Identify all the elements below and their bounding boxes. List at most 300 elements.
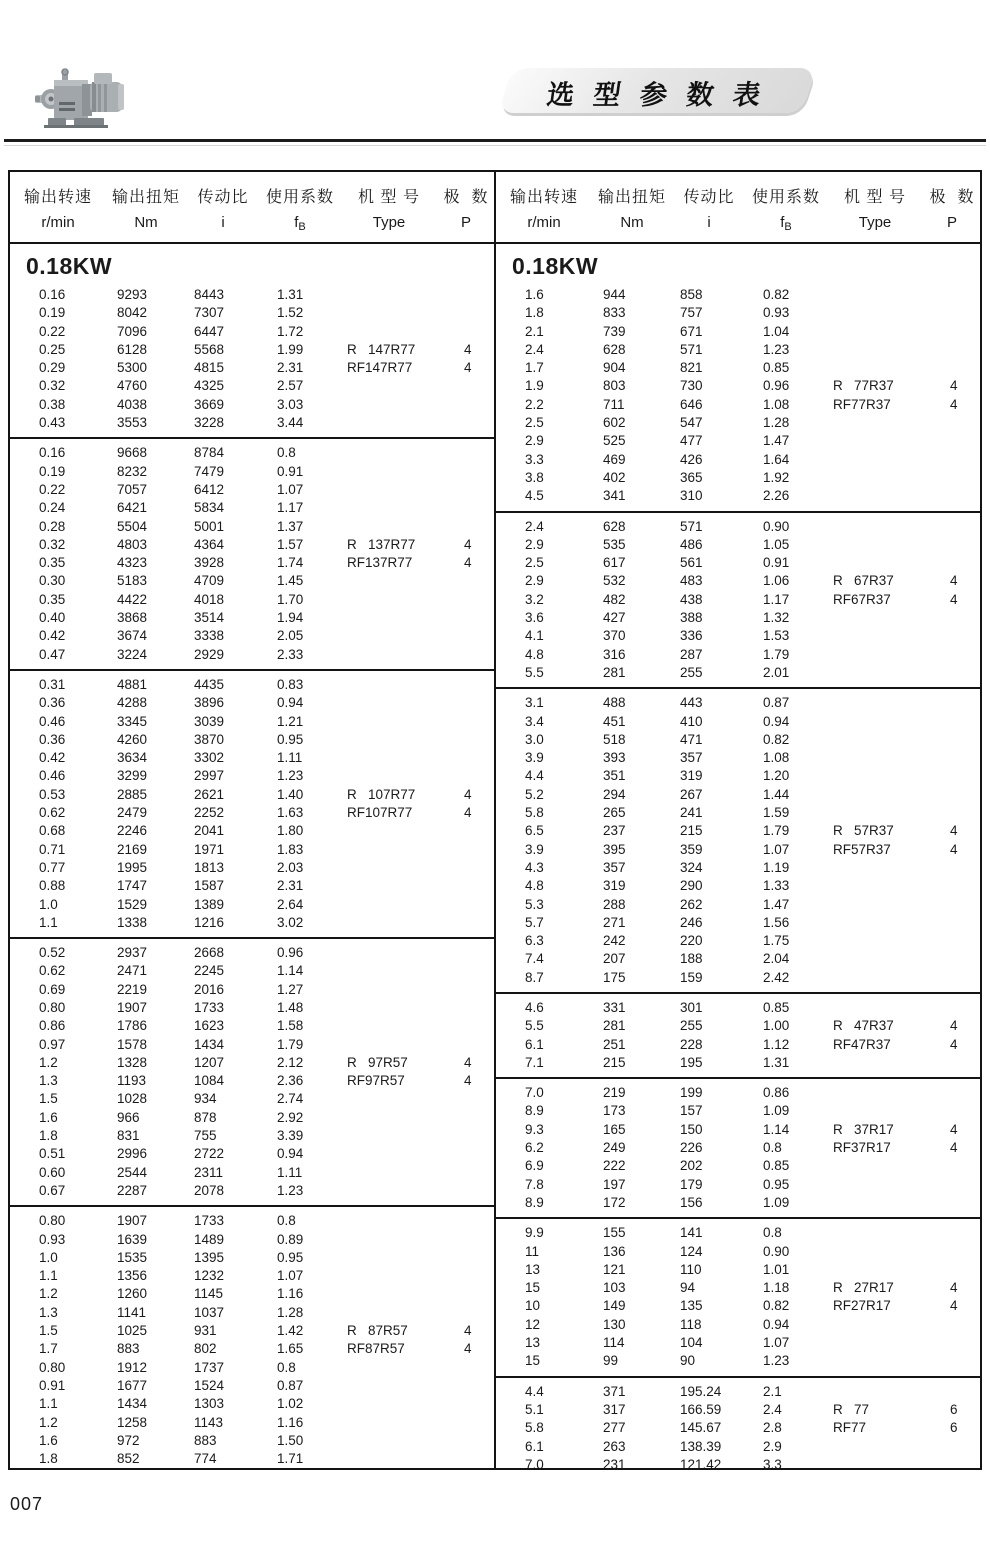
- cell-torque: 3674: [117, 628, 148, 644]
- table-row: [496, 377, 980, 395]
- cell-ratio: 774: [194, 1451, 217, 1467]
- cell-type: [340, 1145, 438, 1163]
- cell-type: RF37R17: [833, 1140, 891, 1156]
- col-header-factor-unit: $f_B$: [780, 214, 792, 233]
- table-row: [496, 749, 980, 767]
- cell-type: [826, 786, 924, 804]
- cell-type: [340, 1414, 438, 1432]
- cell-speed: 1.8: [525, 305, 544, 321]
- cell-poles: [438, 377, 494, 395]
- cell-ratio: 90: [680, 1353, 696, 1369]
- cell-ratio: 883: [194, 1432, 217, 1448]
- cell-torque: 966: [117, 1109, 140, 1125]
- col-header-type-cn: 机 型 号: [844, 189, 906, 206]
- cell-torque: 331: [603, 999, 626, 1015]
- cell-torque: 617: [603, 555, 626, 571]
- table-row: [10, 981, 494, 999]
- cell-type: [826, 359, 924, 377]
- cell-speed: 1.2: [39, 1286, 58, 1302]
- cell-type: [340, 1127, 438, 1145]
- cell-ratio: 3039: [194, 713, 225, 729]
- cell-speed: 2.5: [525, 415, 544, 431]
- cell-type: [340, 1017, 438, 1035]
- cell-fb: 0.8: [763, 1225, 782, 1241]
- cell-fb: 2.01: [763, 664, 790, 680]
- cell-type: [826, 1243, 924, 1261]
- cell-speed: 2.2: [525, 396, 544, 412]
- cell-speed: 0.31: [39, 676, 66, 692]
- cell-ratio: 1971: [194, 841, 225, 857]
- cell-type: RF87R57: [347, 1341, 405, 1357]
- cell-poles: [924, 859, 980, 877]
- cell-type: [340, 609, 438, 627]
- cell-poles: [438, 713, 494, 731]
- cell-torque: 1141: [117, 1304, 147, 1320]
- cell-ratio: 6412: [194, 481, 225, 497]
- cell-poles: [924, 1261, 980, 1279]
- table-row: [496, 767, 980, 785]
- cell-poles: [438, 731, 494, 749]
- cell-torque: 197: [603, 1176, 626, 1192]
- cell-poles: [438, 859, 494, 877]
- cell-torque: 7057: [117, 481, 148, 497]
- cell-type: [826, 731, 924, 749]
- cell-fb: 0.82: [763, 731, 790, 747]
- title-ribbon: [505, 68, 809, 113]
- cell-poles: [438, 1304, 494, 1322]
- cell-ratio: 2997: [194, 768, 225, 784]
- cell-poles: [438, 323, 494, 341]
- cell-fb: 1.48: [277, 999, 304, 1015]
- cell-speed: 0.32: [39, 536, 66, 552]
- cell-torque: 281: [603, 1018, 626, 1034]
- cell-type: [826, 859, 924, 877]
- cell-ratio: 121.42: [680, 1456, 722, 1468]
- cell-ratio: 1395: [194, 1249, 225, 1265]
- cell-type: [826, 969, 924, 987]
- cell-speed: 0.43: [39, 415, 66, 431]
- cell-speed: 1.9: [525, 378, 544, 394]
- cell-poles: [924, 1243, 980, 1261]
- cell-poles: [924, 341, 980, 359]
- cell-speed: 1.7: [39, 1341, 58, 1357]
- cell-torque: 4803: [117, 536, 148, 552]
- cell-speed: 0.62: [39, 805, 66, 821]
- cell-fb: 0.91: [763, 555, 790, 571]
- cell-speed: 0.86: [39, 1018, 66, 1034]
- cell-fb: 1.09: [763, 1194, 790, 1210]
- cell-fb: 1.19: [763, 859, 790, 875]
- cell-torque: 9668: [117, 445, 148, 461]
- cell-poles: [924, 469, 980, 487]
- cell-poles: 4: [950, 591, 958, 607]
- cell-type: [340, 323, 438, 341]
- cell-torque: 2287: [117, 1182, 148, 1198]
- cell-fb: 0.94: [277, 1146, 304, 1162]
- col-header-factor-unit: $f_B$: [294, 214, 306, 233]
- cell-fb: 1.33: [763, 878, 790, 894]
- cell-fb: 1.56: [763, 914, 790, 930]
- cell-poles: [924, 1438, 980, 1456]
- cell-type: [340, 841, 438, 859]
- cell-type: [826, 804, 924, 822]
- cell-poles: [924, 932, 980, 950]
- cell-poles: [924, 896, 980, 914]
- cell-ratio: 3228: [194, 415, 225, 431]
- cell-type: [340, 463, 438, 481]
- cell-fb: 2.12: [277, 1054, 304, 1070]
- cell-poles: 4: [464, 805, 472, 821]
- cell-torque: 1193: [117, 1073, 147, 1089]
- cell-speed: 8.9: [525, 1103, 544, 1119]
- cell-ratio: 755: [194, 1128, 217, 1144]
- cell-poles: [438, 463, 494, 481]
- cell-poles: [924, 694, 980, 712]
- cell-ratio: 730: [680, 378, 703, 394]
- cell-fb: 2.8: [763, 1420, 782, 1436]
- cell-fb: 1.47: [763, 433, 790, 449]
- cell-ratio: 1389: [194, 896, 225, 912]
- table-row: [496, 1297, 980, 1315]
- cell-ratio: 4709: [194, 573, 225, 589]
- cell-speed: 12: [525, 1316, 541, 1332]
- page-number: 007: [10, 1494, 44, 1514]
- cell-poles: 4: [950, 1140, 958, 1156]
- cell-poles: [438, 877, 494, 895]
- cell-fb: 1.20: [763, 768, 790, 784]
- cell-fb: 1.01: [763, 1261, 790, 1277]
- cell-poles: [924, 731, 980, 749]
- data-block: [496, 1077, 980, 1217]
- cell-type: [826, 1261, 924, 1279]
- cell-torque: 3634: [117, 750, 148, 766]
- cell-poles: [438, 646, 494, 664]
- cell-torque: 175: [603, 969, 626, 985]
- cell-speed: 1.8: [39, 1128, 58, 1144]
- cell-fb: 1.58: [277, 1018, 304, 1034]
- cell-type: [826, 286, 924, 304]
- cell-torque: 251: [603, 1036, 626, 1052]
- cell-type: RF97R57: [347, 1073, 405, 1089]
- cell-torque: 1356: [117, 1268, 148, 1284]
- cell-torque: 319: [603, 878, 626, 894]
- table-row: [10, 499, 494, 517]
- table-row: [10, 572, 494, 590]
- cell-ratio: 226: [680, 1140, 703, 1156]
- header-unit-row: [10, 214, 494, 233]
- cell-ratio: 7479: [194, 463, 225, 479]
- cell-speed: 7.0: [525, 1085, 544, 1101]
- cell-torque: 265: [603, 805, 626, 821]
- cell-fb: 1.09: [763, 1103, 790, 1119]
- cell-fb: 0.90: [763, 1243, 790, 1259]
- cell-type: RF67R37: [833, 591, 891, 607]
- cell-ratio: 5001: [194, 518, 225, 534]
- table-row: [10, 518, 494, 536]
- cell-ratio: 821: [680, 360, 703, 376]
- cell-fb: 1.92: [763, 469, 790, 485]
- table-row: [496, 1194, 980, 1212]
- table-row: [496, 1224, 980, 1242]
- cell-speed: 1.8: [39, 1451, 58, 1467]
- cell-torque: 207: [603, 951, 626, 967]
- cell-type: [340, 591, 438, 609]
- cell-torque: 103: [603, 1280, 626, 1296]
- table-row: [10, 1432, 494, 1450]
- table-row: [496, 713, 980, 731]
- cell-ratio: 1489: [194, 1231, 225, 1247]
- cell-ratio: 858: [680, 287, 703, 302]
- cell-type: [340, 304, 438, 322]
- cell-torque: 231: [603, 1456, 626, 1468]
- cell-fb: 3.44: [277, 415, 304, 431]
- table-row: [10, 536, 494, 554]
- table-row: [496, 1334, 980, 1352]
- table-row: [10, 786, 494, 804]
- cell-fb: 2.33: [277, 646, 304, 662]
- table-row: [10, 1267, 494, 1285]
- cell-type: [826, 694, 924, 712]
- cell-speed: 1.5: [39, 1323, 58, 1339]
- cell-speed: 1.2: [39, 1054, 58, 1070]
- cell-torque: 2885: [117, 786, 148, 802]
- cell-ratio: 1733: [194, 1213, 225, 1229]
- col-header-torque-unit: Nm: [620, 214, 644, 231]
- table-row: [10, 286, 494, 304]
- cell-fb: 1.05: [763, 536, 790, 552]
- cell-poles: [438, 1414, 494, 1432]
- cell-fb: 0.87: [277, 1377, 304, 1393]
- cell-fb: 1.18: [763, 1280, 790, 1296]
- cell-poles: [438, 481, 494, 499]
- cell-fb: 1.75: [763, 933, 790, 949]
- cell-fb: 1.71: [277, 1451, 304, 1467]
- cell-torque: 5504: [117, 518, 148, 534]
- table-row: [496, 1036, 980, 1054]
- cell-torque: 165: [603, 1121, 626, 1137]
- cell-ratio: 262: [680, 896, 703, 912]
- cell-fb: 1.79: [763, 823, 790, 839]
- table-row: [10, 676, 494, 694]
- cell-ratio: 287: [680, 646, 703, 662]
- table-row: [10, 962, 494, 980]
- cell-type: [826, 1224, 924, 1242]
- cell-ratio: 3302: [194, 750, 225, 766]
- cell-poles: [924, 1157, 980, 1175]
- cell-torque: 739: [603, 323, 626, 339]
- cell-poles: [924, 487, 980, 505]
- cell-fb: 1.11: [277, 1164, 303, 1180]
- table-header-right: [496, 172, 980, 244]
- cell-speed: 2.4: [525, 341, 544, 357]
- table-row: [10, 646, 494, 664]
- cell-speed: 3.2: [525, 591, 544, 607]
- col-header-ratio-cn: 传动比: [683, 189, 735, 206]
- table-row: [10, 1414, 494, 1432]
- cell-torque: 6128: [117, 341, 148, 357]
- cell-speed: 1.2: [39, 1414, 58, 1430]
- cell-type: [826, 914, 924, 932]
- cell-speed: 0.67: [39, 1182, 66, 1198]
- cell-type: [826, 518, 924, 536]
- table-row: [10, 731, 494, 749]
- cell-ratio: 145.67: [680, 1420, 722, 1436]
- table-row: [496, 1084, 980, 1102]
- cell-ratio: 301: [680, 999, 703, 1015]
- cell-poles: [924, 554, 980, 572]
- cell-speed: 3.0: [525, 731, 544, 747]
- cell-torque: 155: [603, 1225, 626, 1241]
- cell-fb: 1.31: [763, 1054, 790, 1070]
- cell-speed: 0.80: [39, 999, 66, 1015]
- cell-type: [340, 1285, 438, 1303]
- cell-type: R 77: [833, 1401, 870, 1417]
- table-row: [496, 627, 980, 645]
- cell-ratio: 255: [680, 1018, 703, 1034]
- table-row: [10, 1036, 494, 1054]
- cell-poles: 4: [950, 573, 958, 589]
- cell-ratio: 571: [680, 518, 703, 534]
- cell-ratio: 410: [680, 713, 703, 729]
- cell-ratio: 166.59: [680, 1401, 722, 1417]
- cell-fb: 1.11: [277, 750, 303, 766]
- cell-type: [340, 877, 438, 895]
- cell-speed: 0.97: [39, 1036, 66, 1052]
- cell-poles: 4: [950, 1298, 958, 1314]
- cell-speed: 1.7: [525, 360, 544, 376]
- cell-speed: 0.80: [39, 1213, 66, 1229]
- table-row: [496, 950, 980, 968]
- cell-poles: [438, 999, 494, 1017]
- cell-fb: 1.07: [277, 481, 304, 497]
- cell-poles: [924, 432, 980, 450]
- table-row: [10, 414, 494, 432]
- gearmotor-icon: [34, 68, 134, 130]
- cell-poles: [924, 359, 980, 377]
- cell-speed: 15: [525, 1280, 541, 1296]
- cell-fb: 2.1: [763, 1383, 782, 1399]
- cell-torque: 149: [603, 1298, 626, 1314]
- cell-speed: 0.19: [39, 305, 66, 321]
- cell-speed: 6.1: [525, 1036, 544, 1052]
- table-row: [496, 432, 980, 450]
- cell-speed: 9.9: [525, 1225, 544, 1241]
- cell-torque: 427: [603, 610, 626, 626]
- cell-type: R 97R57: [347, 1054, 408, 1070]
- cell-poles: [924, 451, 980, 469]
- cell-fb: 1.50: [277, 1432, 304, 1448]
- cell-speed: 7.0: [525, 1456, 544, 1468]
- cell-torque: 121: [603, 1261, 626, 1277]
- cell-speed: 5.2: [525, 786, 544, 802]
- table-row: [10, 841, 494, 859]
- cell-speed: 0.29: [39, 360, 66, 376]
- cell-poles: [438, 841, 494, 859]
- cell-fb: 0.8: [277, 1213, 296, 1229]
- cell-poles: [438, 944, 494, 962]
- cell-speed: 0.77: [39, 859, 66, 875]
- data-block: [10, 281, 494, 437]
- col-header-torque-unit: Nm: [134, 214, 158, 231]
- cell-torque: 525: [603, 433, 626, 449]
- table-row: [496, 859, 980, 877]
- cell-poles: [438, 694, 494, 712]
- table-row: [496, 694, 980, 712]
- col-header-speed-cn: 输出转速: [509, 189, 578, 206]
- cell-speed: 1.0: [39, 1249, 58, 1265]
- col-header-poles-unit: P: [946, 214, 957, 231]
- cell-type: [826, 414, 924, 432]
- cell-poles: [924, 767, 980, 785]
- cell-type: [826, 999, 924, 1017]
- table-row: [10, 341, 494, 359]
- cell-type: [340, 1267, 438, 1285]
- cell-poles: [438, 822, 494, 840]
- table-row: [10, 804, 494, 822]
- table-row: [10, 877, 494, 895]
- cell-type: R 37R17: [833, 1121, 894, 1137]
- cell-fb: 2.42: [763, 969, 790, 985]
- cell-fb: 2.92: [277, 1109, 304, 1125]
- table-row: [10, 914, 494, 932]
- cell-fb: 1.07: [277, 1268, 304, 1284]
- table-row: [10, 377, 494, 395]
- cell-poles: [438, 1109, 494, 1127]
- cell-fb: 1.04: [763, 323, 790, 339]
- cell-ratio: 3896: [194, 695, 225, 711]
- cell-type: RF107R77: [347, 805, 413, 821]
- cell-poles: [438, 1267, 494, 1285]
- cell-ratio: 2929: [194, 646, 225, 662]
- table-row: [496, 1139, 980, 1157]
- cell-ratio: 483: [680, 573, 703, 589]
- cell-fb: 0.95: [277, 731, 304, 747]
- cell-poles: [924, 609, 980, 627]
- col-header-speed-unit: r/min: [41, 214, 75, 231]
- cell-type: [340, 444, 438, 462]
- cell-fb: 1.23: [763, 1353, 790, 1369]
- cell-fb: 2.9: [763, 1438, 782, 1454]
- cell-speed: 0.93: [39, 1231, 66, 1247]
- cell-poles: [438, 676, 494, 694]
- cell-fb: 2.74: [277, 1091, 304, 1107]
- cell-torque: 1529: [117, 896, 148, 912]
- cell-ratio: 1813: [194, 859, 225, 875]
- cell-ratio: 2016: [194, 981, 225, 997]
- cell-fb: 0.95: [277, 1249, 304, 1265]
- cell-poles: [924, 749, 980, 767]
- cell-fb: 0.8: [277, 1359, 296, 1375]
- cell-type: [340, 1109, 438, 1127]
- cell-fb: 0.83: [277, 676, 304, 692]
- cell-fb: 1.79: [763, 646, 790, 662]
- cell-speed: 2.9: [525, 573, 544, 589]
- table-row: [496, 932, 980, 950]
- cell-poles: [438, 572, 494, 590]
- cell-type: [826, 1334, 924, 1352]
- cell-type: [340, 944, 438, 962]
- cell-type: R 57R37: [833, 823, 894, 839]
- cell-ratio: 150: [680, 1121, 703, 1137]
- cell-poles: [924, 1383, 980, 1401]
- cell-ratio: 5568: [194, 341, 225, 357]
- left-data-blocks: [10, 281, 494, 1468]
- table-left-half: [10, 172, 496, 1468]
- cell-ratio: 3338: [194, 628, 225, 644]
- cell-ratio: 931: [194, 1323, 217, 1339]
- table-row: [10, 1249, 494, 1267]
- cell-poles: [438, 1359, 494, 1377]
